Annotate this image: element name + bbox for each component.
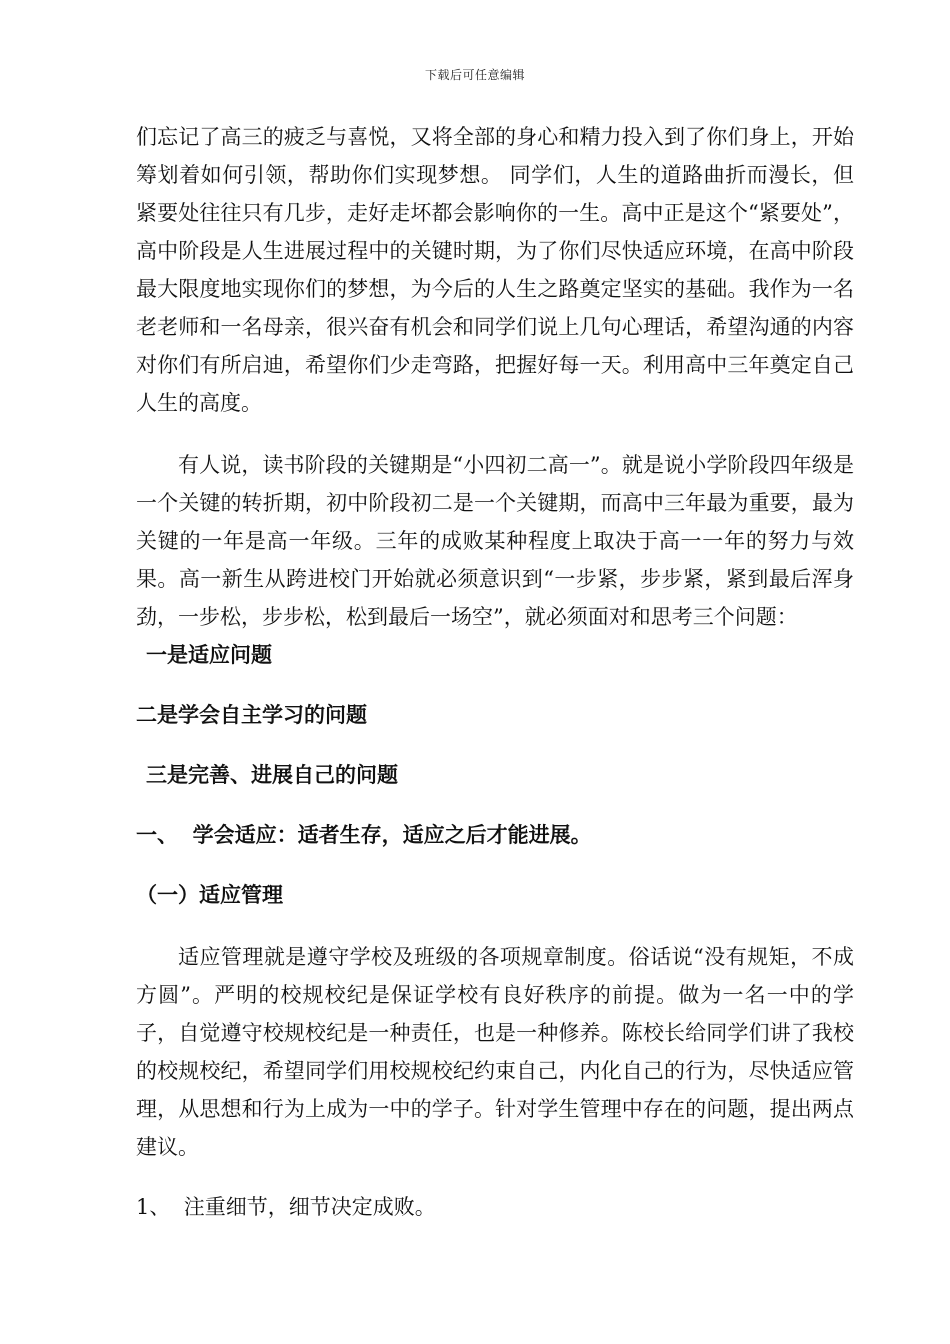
- paragraph-3: 适应管理就是遵守学校及班级的各项规章制度。俗话说“没有规矩，不成方圆”。严明的校规校纪是保证学校有良好秩序的前提。做为一名一中的学子，自觉遵守校规校纪是一种责任，也是一种修养。陈校长给同学们讲了我校的校规校纪，希望同学们用校规校纪约束自己，内化自己的行为，尽快适应管理，从思想和行为上成为一中的学子。针对学生管理中存在的问题，提出两点建议。: [136, 945, 854, 1159]
- section-heading-1: 一、 学会适应：适者生存，适应之后才能进展。: [136, 822, 592, 847]
- question-1: 一是适应问题: [146, 642, 272, 667]
- question-3: 三是完善、进展自己的问题: [146, 762, 398, 787]
- document-body: [136, 118, 854, 1226]
- question-2: 二是学会自主学习的问题: [136, 702, 367, 727]
- paragraph-1: 们忘记了高三的疲乏与喜悦，又将全部的身心和精力投入到了你们身上，开始筹划着如何引领，帮助你们实现梦想。 同学们，人生的道路曲折而漫长，但紧要处往往只有几步，走好走坏都会影响你的一生。高中正是这个“紧要处”，高中阶段是人生进展过程中的关键时期，为了你们尽快适应环境，在高中阶段最大限度地实现你们的梦想，为今后的人生之路奠定坚实的基础。我作为一名老老师和一名母亲，很兴奋有机会和同学们说上几句心理话，希望沟通的内容对你们有所启迪，希望你们少走弯路，把握好每一天。利用高中三年奠定自己人生的高度。: [136, 125, 854, 415]
- subsection-heading-1: （一）适应管理: [136, 882, 283, 907]
- list-item-1: 1、 注重细节，细节决定成败。: [136, 1195, 436, 1219]
- page-header: 下载后可任意编辑: [424, 68, 525, 82]
- paragraph-2: 有人说，读书阶段的关键期是“小四初二高一”。就是说小学阶段四年级是一个关键的转折期，初中阶段初二是一个关键期，而高中三年最为重要，最为关键的一年是高一年级。三年的成败某种程度上取决于高一一年的努力与效果。高一新生从跨进校门开始就必须意识到“一步紧，步步紧，紧到最后浑身劲，一步松，步步松，松到最后一场空”，就必须面对和思考三个问题：: [136, 453, 854, 629]
